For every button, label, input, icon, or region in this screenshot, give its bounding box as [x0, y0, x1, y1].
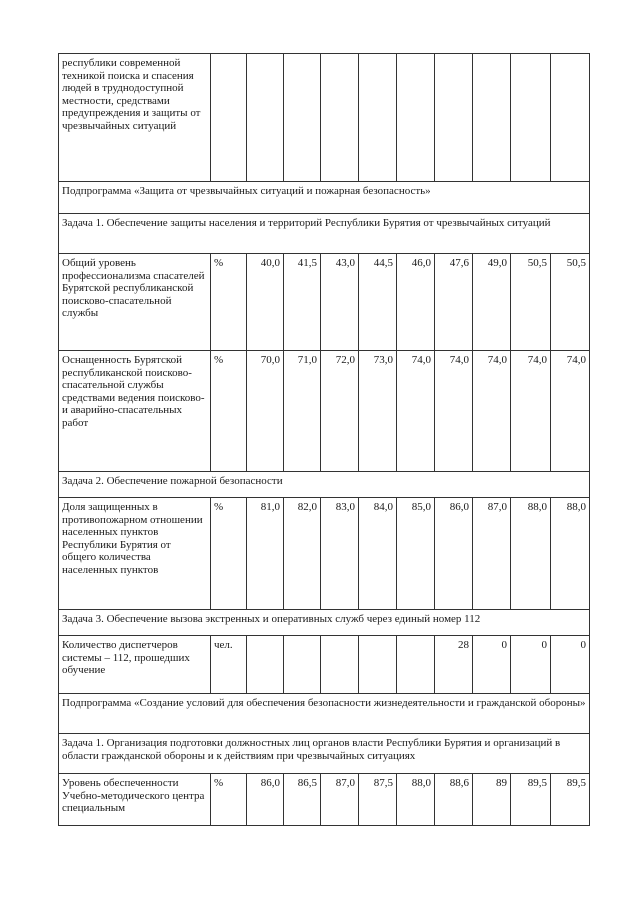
table-row — [59, 54, 590, 182]
unit-cell: чел. — [211, 636, 247, 694]
value-cell: 84,0 — [359, 498, 397, 610]
value-cell: 81,0 — [247, 498, 284, 610]
value-cell: 82,0 — [284, 498, 321, 610]
value-cell: 0 — [473, 636, 511, 694]
section-heading: Задача 1. Организация подготовки должностных лиц органов власти Республики Бурятия и организаций в области гражданской обороны и к действиям при чрезвычайных ситуациях — [59, 734, 590, 774]
section-row — [59, 472, 590, 498]
value-cell: 74,0 — [397, 351, 435, 472]
value-cell — [247, 54, 284, 182]
value-cell — [359, 54, 397, 182]
section-heading: Задача 1. Обеспечение защиты населения и территорий Республики Бурятия от чрезвычайных ситуаций — [59, 214, 590, 254]
value-cell — [284, 54, 321, 182]
unit-cell: % — [211, 254, 247, 351]
value-cell: 74,0 — [511, 351, 551, 472]
section-row — [59, 610, 590, 636]
value-cell: 28 — [435, 636, 473, 694]
value-cell: 85,0 — [397, 498, 435, 610]
value-cell — [284, 636, 321, 694]
value-cell: 74,0 — [473, 351, 511, 472]
value-cell: 86,0 — [247, 774, 284, 826]
value-cell: 87,0 — [473, 498, 511, 610]
value-cell: 83,0 — [321, 498, 359, 610]
value-cell: 89,5 — [511, 774, 551, 826]
value-cell: 70,0 — [247, 351, 284, 472]
table-row — [59, 636, 590, 694]
value-cell: 89 — [473, 774, 511, 826]
indicator-name: Уровень обеспеченности Учебно-методического центра специальным — [59, 774, 211, 826]
value-cell: 0 — [511, 636, 551, 694]
value-cell: 40,0 — [247, 254, 284, 351]
value-cell: 44,5 — [359, 254, 397, 351]
value-cell: 88,0 — [397, 774, 435, 826]
section-row — [59, 694, 590, 734]
value-cell — [435, 54, 473, 182]
unit-cell: % — [211, 774, 247, 826]
section-row — [59, 182, 590, 214]
indicator-name: Доля защищенных в противопожарном отношении населенных пунктов Республики Бурятия от общего количества населенных пунктов — [59, 498, 211, 610]
section-heading: Подпрограмма «Создание условий для обеспечения безопасности жизнедеятельности и гражданской обороны» — [59, 694, 590, 734]
indicator-name: Оснащенность Бурятской республиканской поисково-спасательной службы средствами ведения поисково- и аварийно-спасательных работ — [59, 351, 211, 472]
value-cell: 43,0 — [321, 254, 359, 351]
unit-cell: % — [211, 351, 247, 472]
table-row — [59, 498, 590, 610]
value-cell — [473, 54, 511, 182]
value-cell — [397, 636, 435, 694]
value-cell — [397, 54, 435, 182]
value-cell: 46,0 — [397, 254, 435, 351]
value-cell: 41,5 — [284, 254, 321, 351]
value-cell — [247, 636, 284, 694]
section-heading: Задача 2. Обеспечение пожарной безопасности — [59, 472, 590, 498]
value-cell: 73,0 — [359, 351, 397, 472]
value-cell: 0 — [551, 636, 590, 694]
value-cell: 86,0 — [435, 498, 473, 610]
value-cell: 50,5 — [511, 254, 551, 351]
section-heading: Подпрограмма «Защита от чрезвычайных ситуаций и пожарная безопасность» — [59, 182, 590, 214]
value-cell — [511, 54, 551, 182]
value-cell: 72,0 — [321, 351, 359, 472]
section-heading: Задача 3. Обеспечение вызова экстренных и оперативных служб через единый номер 112 — [59, 610, 590, 636]
indicator-name: республики современной техникой поиска и спасения людей в труднодоступной местности, средствами предупреждения и защиты от чрезвычайных ситуаций — [59, 54, 211, 182]
unit-cell — [211, 54, 247, 182]
value-cell: 47,6 — [435, 254, 473, 351]
indicator-name: Общий уровень профессионализма спасателей Бурятской республиканской поисково-спасательной службы — [59, 254, 211, 351]
value-cell: 74,0 — [551, 351, 590, 472]
value-cell: 86,5 — [284, 774, 321, 826]
value-cell: 89,5 — [551, 774, 590, 826]
section-row — [59, 734, 590, 774]
section-row — [59, 214, 590, 254]
value-cell — [321, 636, 359, 694]
value-cell: 87,0 — [321, 774, 359, 826]
table-row — [59, 774, 590, 826]
value-cell: 49,0 — [473, 254, 511, 351]
indicator-name: Количество диспетчеров системы – 112, прошедших обучение — [59, 636, 211, 694]
value-cell: 87,5 — [359, 774, 397, 826]
value-cell: 71,0 — [284, 351, 321, 472]
table-row — [59, 254, 590, 351]
value-cell: 88,6 — [435, 774, 473, 826]
value-cell — [359, 636, 397, 694]
value-cell: 88,0 — [551, 498, 590, 610]
unit-cell: % — [211, 498, 247, 610]
value-cell: 50,5 — [551, 254, 590, 351]
value-cell: 88,0 — [511, 498, 551, 610]
table-row — [59, 351, 590, 472]
value-cell — [551, 54, 590, 182]
value-cell — [321, 54, 359, 182]
indicators-table — [58, 53, 590, 826]
value-cell: 74,0 — [435, 351, 473, 472]
